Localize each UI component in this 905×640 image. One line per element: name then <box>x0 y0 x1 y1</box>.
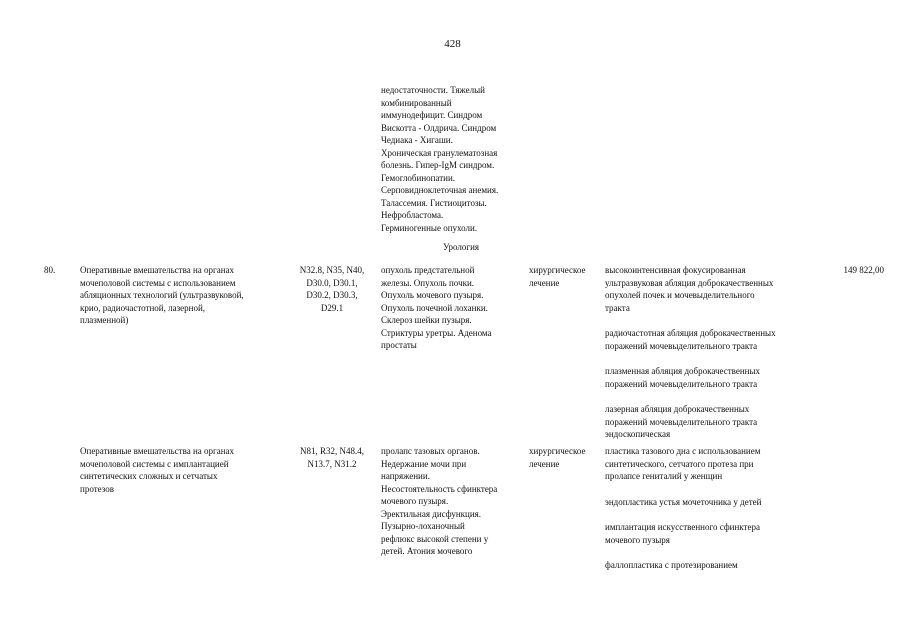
text-line: мочеполовой системы с имплантацией <box>80 458 229 469</box>
method-item <box>605 403 820 441</box>
text-line: фаллопластика с протезированием <box>605 560 738 570</box>
text-line: иммунодефицит. Синдром <box>381 110 483 120</box>
text-line: протезов <box>80 483 114 494</box>
text-line: N32.8, N35, N40, <box>299 265 365 275</box>
text-line: Герминогенные опухоли. <box>381 222 478 233</box>
text-line: синтетического, сетчатого протеза при <box>605 458 754 469</box>
text-line: Пузырно-лоханочный <box>381 521 465 531</box>
text-line: Стриктуры уретры. Аденома <box>381 327 492 338</box>
text-line: лечение <box>529 277 560 288</box>
text-line: пластика тазового дна с использованием <box>605 446 761 456</box>
text-line: Чедиака - Хигаши. <box>381 135 453 145</box>
text-line: Вискотта - Олдрича. Синдром <box>381 122 497 133</box>
text-line: абляционных технологий (ультразвуковой, <box>80 290 244 300</box>
treatment-methods <box>605 264 820 454</box>
text-line: радиочастотная абляция доброкачественных <box>605 328 776 338</box>
text-line: Оперативные вмешательства на органах <box>80 446 235 456</box>
method-item <box>605 327 820 352</box>
text-line: плазменной) <box>80 315 129 325</box>
text-line: пролапсе гениталий у женщин <box>605 471 723 481</box>
text-line: недостаточности. Тяжелый <box>381 85 485 95</box>
text-line: эндопластика устья мочеточника у детей <box>605 496 762 507</box>
text-line: тракта <box>605 302 630 313</box>
text-line: мочеполовой системы с использованием <box>80 277 236 288</box>
text-line: D30.0, D30.1, <box>306 277 358 288</box>
text-line: пролапс тазовых органов. <box>381 446 480 456</box>
text-line: Несостоятельность сфинктера <box>381 483 498 494</box>
text-line: Серповидноклеточная анемия. <box>381 185 499 195</box>
text-line: детей. Атония мочевого <box>381 546 473 556</box>
text-line: плазменная абляция доброкачественных <box>605 366 761 376</box>
text-line: N13.7, N31.2 <box>307 458 357 469</box>
text-line: Хроническая гранулематозная <box>381 147 498 158</box>
text-line: Склероз шейки пузыря. <box>381 315 472 325</box>
text-line: Недержание мочи при <box>381 458 467 469</box>
text-line: поражений мочевыделительного тракта <box>605 340 758 351</box>
text-line: D30.2, D30.3, <box>306 290 358 300</box>
text-line: эндоскопическая <box>605 429 671 439</box>
method-item <box>605 496 820 509</box>
text-line: лечение <box>529 458 560 469</box>
text-line: поражений мочевыделительного тракта <box>605 378 758 389</box>
text-line: простаты <box>381 340 417 350</box>
method-item <box>605 521 820 546</box>
patient-model <box>381 264 529 352</box>
treatment-type <box>529 264 601 289</box>
icd-codes <box>291 445 373 470</box>
text-line: крио, радиочастотной, лазерной, <box>80 302 206 313</box>
text-line: опухоль предстательной <box>381 265 475 275</box>
continuation-diagnosis-text <box>381 84 529 234</box>
text-line: Опухоль почечной лоханки. <box>381 302 488 313</box>
text-line: Талассемия. Гистиоцитозы. <box>381 197 487 208</box>
icd-codes <box>291 264 373 314</box>
text-line: N81, R32, N48.4, <box>299 446 364 456</box>
treatment-methods <box>605 445 820 585</box>
text-line: Нефробластома. <box>381 210 444 220</box>
text-line: Гемоглобинопатии. <box>381 172 456 183</box>
page-number: 428 <box>444 38 461 50</box>
method-item <box>605 445 820 483</box>
cost-value: 149 822,00 <box>843 265 884 275</box>
row-number: 80. <box>44 265 56 275</box>
text-line: Опухоль мочевого пузыря. <box>381 290 484 300</box>
text-line: поражений мочевыделительного тракта <box>605 416 758 427</box>
text-line: Оперативные вмешательства на органах <box>80 265 235 275</box>
text-line: комбинированный <box>381 97 452 108</box>
text-line: хирургическое <box>529 265 586 275</box>
text-line: синтетических сложных и сетчатых <box>80 471 218 481</box>
text-line: мочевого пузыря <box>605 534 670 545</box>
method-item <box>605 559 820 572</box>
method-item <box>605 365 820 390</box>
text-line: имплантация искусственного сфинктера <box>605 522 760 532</box>
text-line: Эректильная дисфункция. <box>381 508 482 519</box>
text-line: болезнь. Гипер-IgM синдром. <box>381 160 495 170</box>
text-line: напряжении. <box>381 471 430 481</box>
text-line: хирургическое <box>529 446 586 456</box>
text-line: опухолей почек и мочевыделительного <box>605 290 755 300</box>
text-line: железы. Опухоль почки. <box>381 277 475 288</box>
text-line: D29.1 <box>320 302 344 313</box>
section-heading: Урология <box>442 242 480 252</box>
text-line: лазерная абляция доброкачественных <box>605 404 750 414</box>
intervention-name <box>80 264 285 327</box>
text-line: рефлюкс высокой степени у <box>381 533 489 544</box>
intervention-name <box>80 445 285 495</box>
text-line: мочевого пузыря. <box>381 496 449 506</box>
treatment-type <box>529 445 601 470</box>
patient-model <box>381 445 529 558</box>
text-line: ультразвуковая абляция доброкачественных <box>605 277 774 288</box>
text-line: высокоинтенсивная фокусированная <box>605 265 746 275</box>
method-item <box>605 264 820 314</box>
